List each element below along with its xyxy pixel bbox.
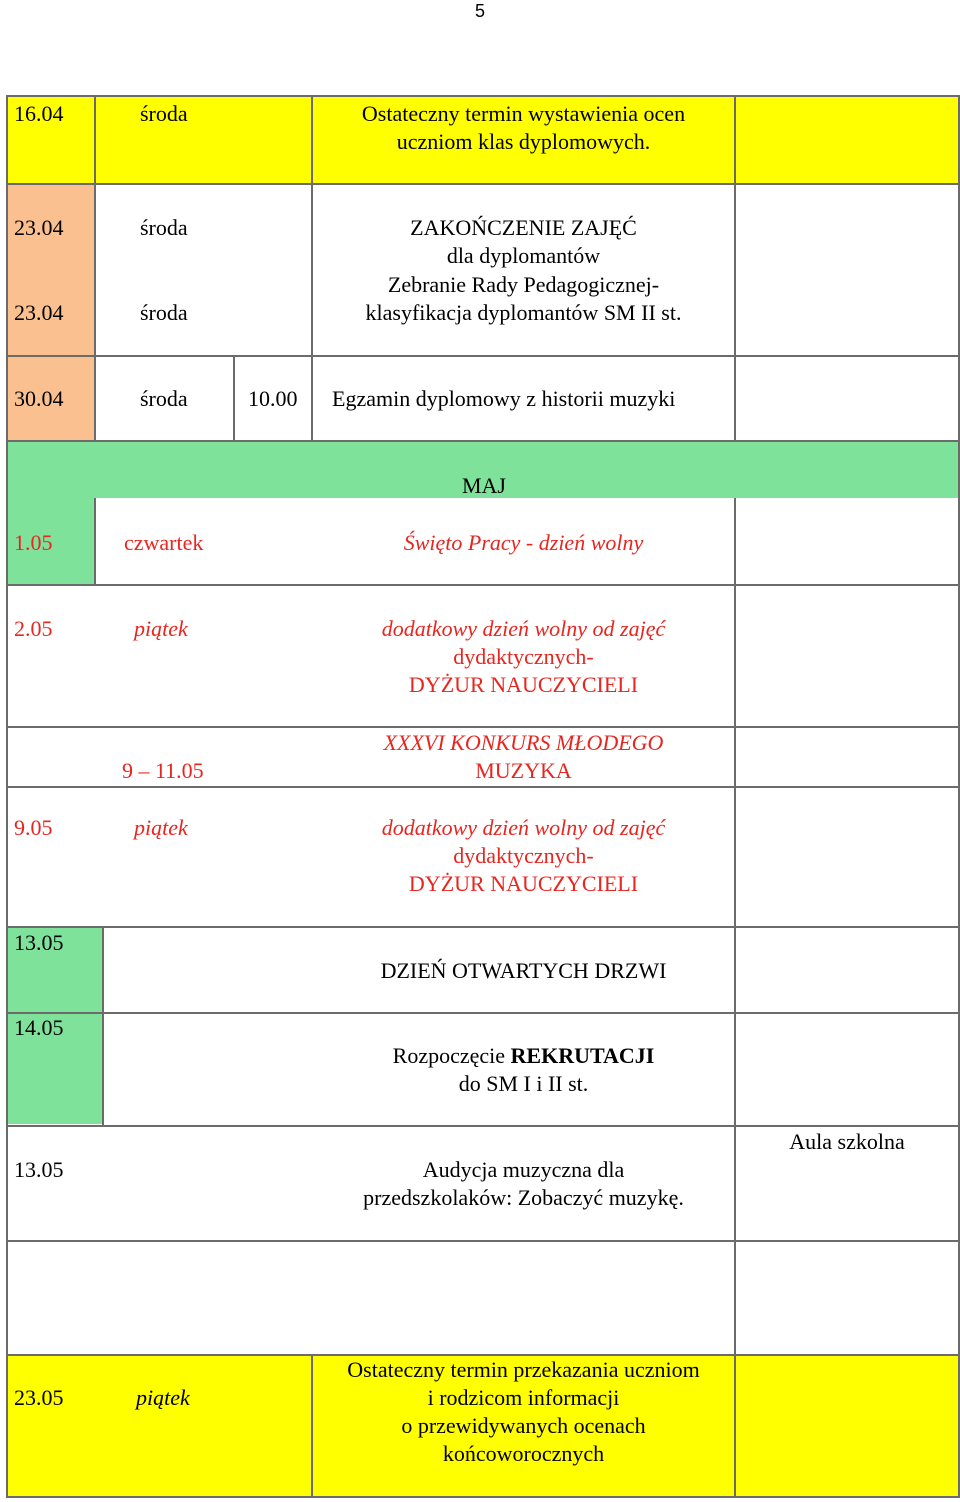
event-description-prefix: Rozpoczęcie — [392, 1043, 511, 1068]
date: 23.05 — [14, 1385, 64, 1410]
event-description: DYŻUR NAUCZYCIELI — [408, 672, 639, 697]
date: 30.04 — [14, 386, 64, 411]
event-description: Zebranie Rady Pedagogicznej- — [387, 272, 660, 297]
grid-line — [6, 183, 960, 185]
event-description: uczniom klas dyplomowych. — [396, 129, 651, 154]
grid-line — [233, 355, 235, 440]
weekday: środa — [140, 101, 188, 126]
event-description: dydaktycznych- — [453, 644, 594, 669]
event-description: do SM I i II st. — [458, 1071, 589, 1096]
event-description: Egzamin dyplomowy z historii muzyki — [332, 386, 676, 411]
event-description: przedszkolaków: Zobaczyć muzykę. — [363, 1185, 684, 1210]
event-time: 10.00 — [248, 386, 298, 411]
weekday: środa — [140, 300, 188, 325]
grid-line — [94, 95, 96, 440]
date: 9.05 — [14, 815, 53, 840]
grid-line — [6, 95, 8, 1498]
event-description: dodatkowy dzień wolny od zajęć — [381, 815, 666, 840]
event-description: dodatkowy dzień wolny od zajęć — [381, 616, 666, 641]
grid-line — [6, 440, 960, 442]
date: 13.05 — [14, 1157, 64, 1182]
event-description: MUZYKA — [475, 758, 572, 783]
grid-line — [6, 726, 960, 728]
grid-line — [94, 498, 96, 584]
grid-line — [734, 95, 736, 440]
event-description: dla dyplomantów — [446, 243, 601, 268]
grid-line — [6, 1125, 960, 1127]
date: 16.04 — [14, 101, 64, 126]
grid-line — [6, 786, 960, 788]
event-location: Aula szkolna — [789, 1129, 905, 1154]
event-description: klasyfikacja dyplomantów SM II st. — [365, 300, 682, 325]
event-description: Święto Pracy - dzień wolny — [403, 530, 644, 555]
event-description: i rodzicom informacji — [427, 1385, 620, 1410]
weekday: piątek — [136, 1385, 190, 1410]
date: 1.05 — [14, 530, 53, 555]
event-description: ZAKOŃCZENIE ZAJĘĆ — [410, 215, 637, 240]
event-description: Audycja muzyczna dla — [422, 1157, 625, 1182]
event-description: DYŻUR NAUCZYCIELI — [408, 871, 639, 896]
weekday: czwartek — [124, 530, 204, 555]
weekday: środa — [140, 386, 188, 411]
date-range: 9 – 11.05 — [122, 758, 204, 783]
grid-line — [6, 95, 960, 97]
weekday: piątek — [134, 815, 188, 840]
row-16-04-status-bg — [736, 97, 960, 184]
event-description: o przewidywanych ocenach — [401, 1413, 646, 1438]
grid-line — [102, 926, 104, 1125]
month-header: MAJ — [461, 473, 506, 498]
page-number: 5 — [474, 1, 485, 21]
date: 2.05 — [14, 616, 53, 641]
grid-line — [6, 926, 960, 928]
grid-line — [6, 1496, 960, 1498]
date: 23.04 — [14, 215, 64, 240]
event-description — [313, 1042, 734, 1070]
weekday: środa — [140, 215, 188, 240]
row-23-05-bg — [8, 1356, 311, 1496]
date: 14.05 — [14, 1015, 64, 1040]
weekday: piątek — [134, 616, 188, 641]
event-description: dydaktycznych- — [453, 843, 594, 868]
event-description: Ostateczny termin wystawienia ocen — [361, 101, 686, 126]
row-23-05-status-bg — [736, 1356, 960, 1496]
date: 13.05 — [14, 930, 64, 955]
grid-line — [6, 584, 960, 586]
grid-line — [734, 498, 736, 1496]
event-description: Ostateczny termin przekazania uczniom — [347, 1357, 700, 1382]
event-description: końcoworocznych — [442, 1441, 605, 1466]
grid-line — [6, 1240, 960, 1242]
event-description-emphasis: REKRUTACJI — [510, 1043, 655, 1068]
grid-line — [6, 355, 960, 357]
date: 23.04 — [14, 300, 64, 325]
grid-line — [6, 1012, 960, 1014]
event-description: XXXVI KONKURS MŁODEGO — [383, 730, 664, 755]
event-description: DZIEŃ OTWARTYCH DRZWI — [380, 958, 667, 983]
